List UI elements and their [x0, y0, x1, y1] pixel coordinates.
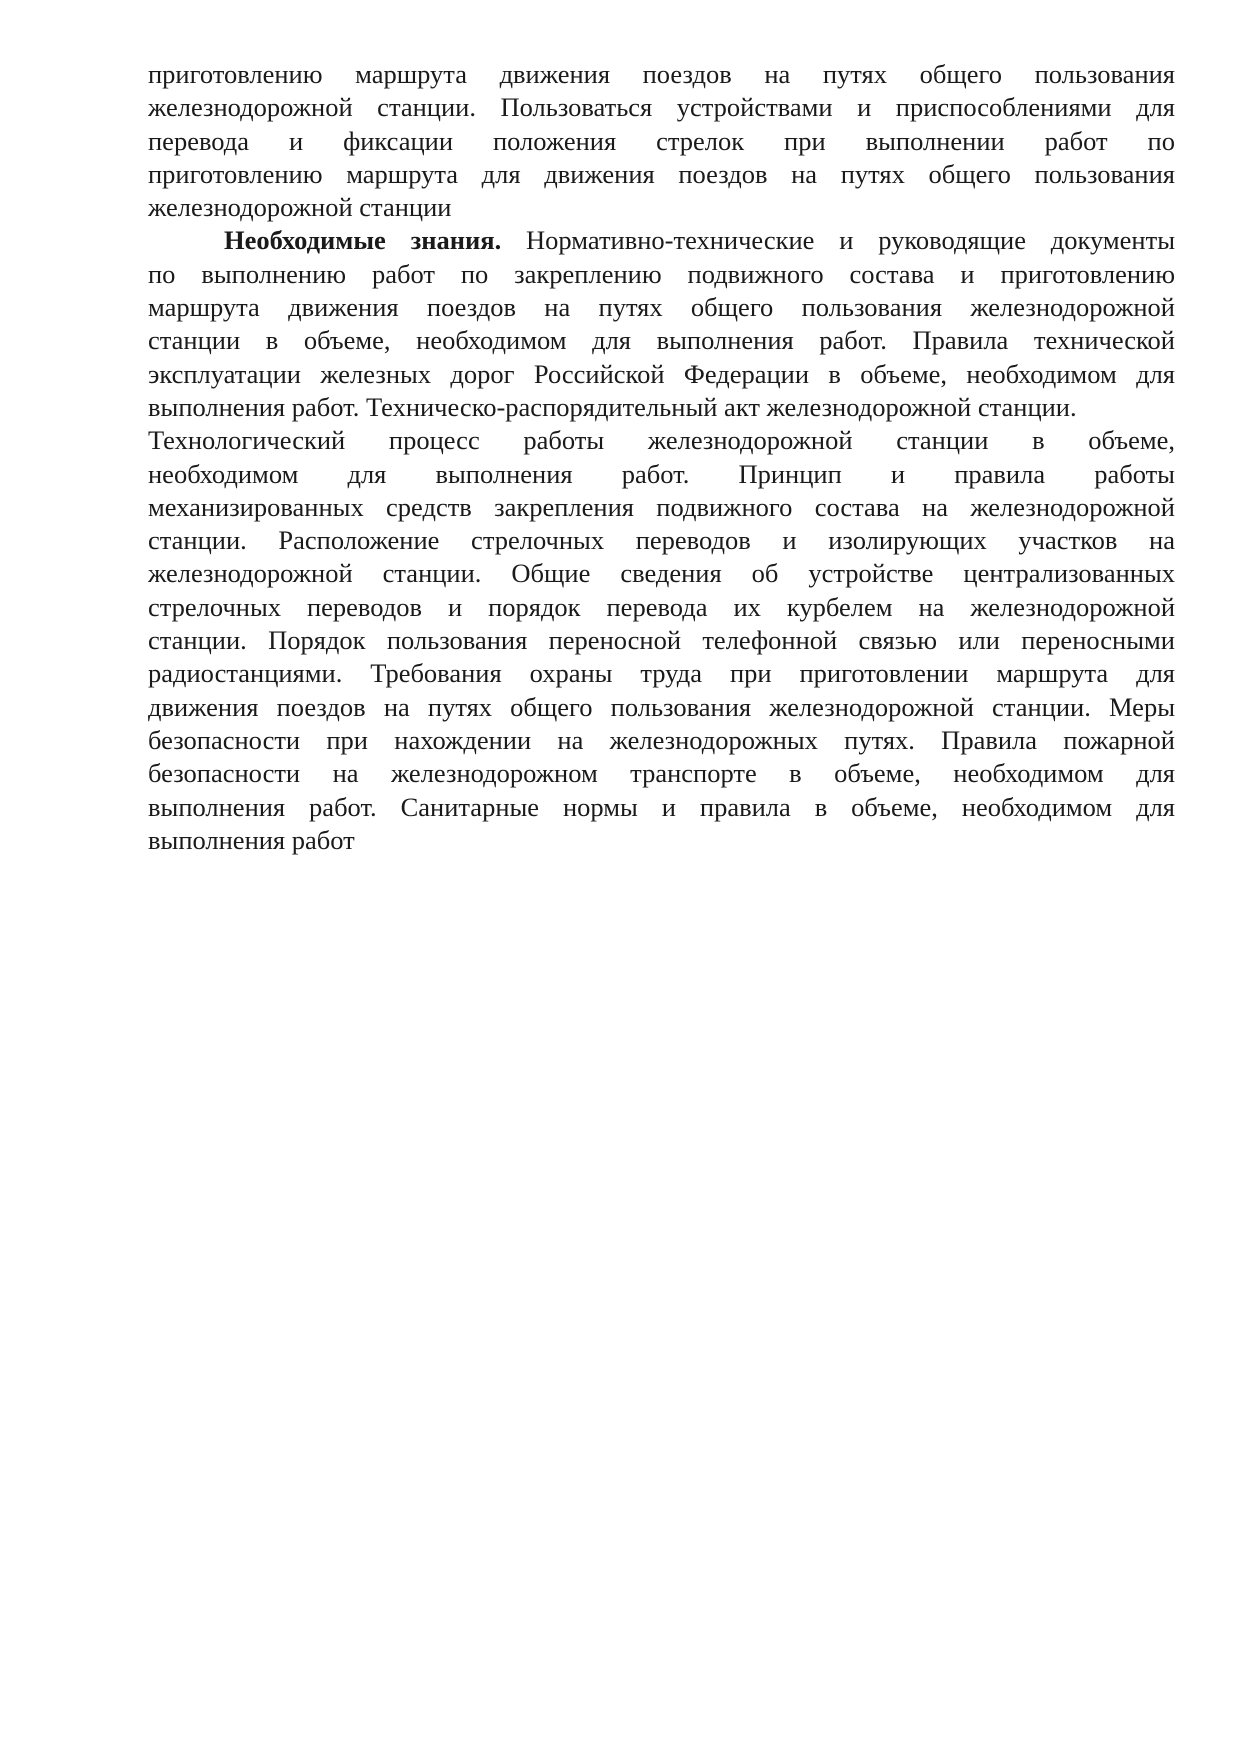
paragraph-skills-continuation — [148, 58, 1175, 224]
text-line: приготовлению маршрута для движения поездов на путях общего пользования — [148, 158, 1175, 189]
text-line: выполнения работ — [148, 824, 355, 855]
text-line: маршрута движения поездов на путях общего пользования железнодорожной — [148, 292, 1175, 323]
text-line: приготовлению маршрута движения поездов на путях общего пользования — [148, 59, 1175, 89]
text-line: движения поездов на путях общего пользования железнодорожной станции. Меры — [148, 691, 1175, 722]
text-line: станции. Порядок пользования переносной телефонной связью или переносными — [148, 625, 1175, 656]
paragraph-required-knowledge — [148, 224, 1175, 857]
text-line: железнодорожной станции. Пользоваться устройствами и приспособлениями для — [148, 92, 1175, 123]
text-line: безопасности на железнодорожном транспорте в объеме, необходимом для — [148, 758, 1175, 789]
text-line: Технологический процесс работы железнодорожной станции в объеме, — [148, 425, 1175, 456]
text-line: механизированных средств закрепления подвижного состава на железнодорожной — [148, 491, 1175, 522]
text-line: выполнения работ. Санитарные нормы и правила в объеме, необходимом для — [148, 791, 1175, 822]
document-body — [148, 58, 1175, 857]
heading-line-text: Нормативно-технические и руководящие документы — [501, 225, 1175, 256]
text-line: радиостанциями. Требования охраны труда при приготовлении маршрута для — [148, 658, 1175, 689]
text-line: перевода и фиксации положения стрелок при выполнении работ по — [148, 125, 1175, 156]
text-line: эксплуатации железных дорог Российской Федерации в объеме, необходимом для — [148, 358, 1175, 389]
text-line — [148, 224, 1175, 257]
text-line: стрелочных переводов и порядок перевода их курбелем на железнодорожной — [148, 591, 1175, 622]
text-line: безопасности при нахождении на железнодорожных путях. Правила пожарной — [148, 724, 1175, 755]
text-line: по выполнению работ по закреплению подвижного состава и приготовлению — [148, 258, 1175, 289]
text-line: выполнения работ. Техническо-распорядительный акт железнодорожной станции. — [148, 391, 1077, 422]
section-heading: Необходимые знания. — [224, 225, 502, 256]
text-line: станции. Расположение стрелочных переводов и изолирующих участков на — [148, 525, 1175, 556]
text-line: железнодорожной станции. Общие сведения об устройстве централизованных — [148, 558, 1175, 589]
text-line: станции в объеме, необходимом для выполнения работ. Правила технической — [148, 325, 1175, 356]
text-line: необходимом для выполнения работ. Принцип и правила работы — [148, 458, 1175, 489]
text-line: железнодорожной станции — [148, 192, 452, 223]
